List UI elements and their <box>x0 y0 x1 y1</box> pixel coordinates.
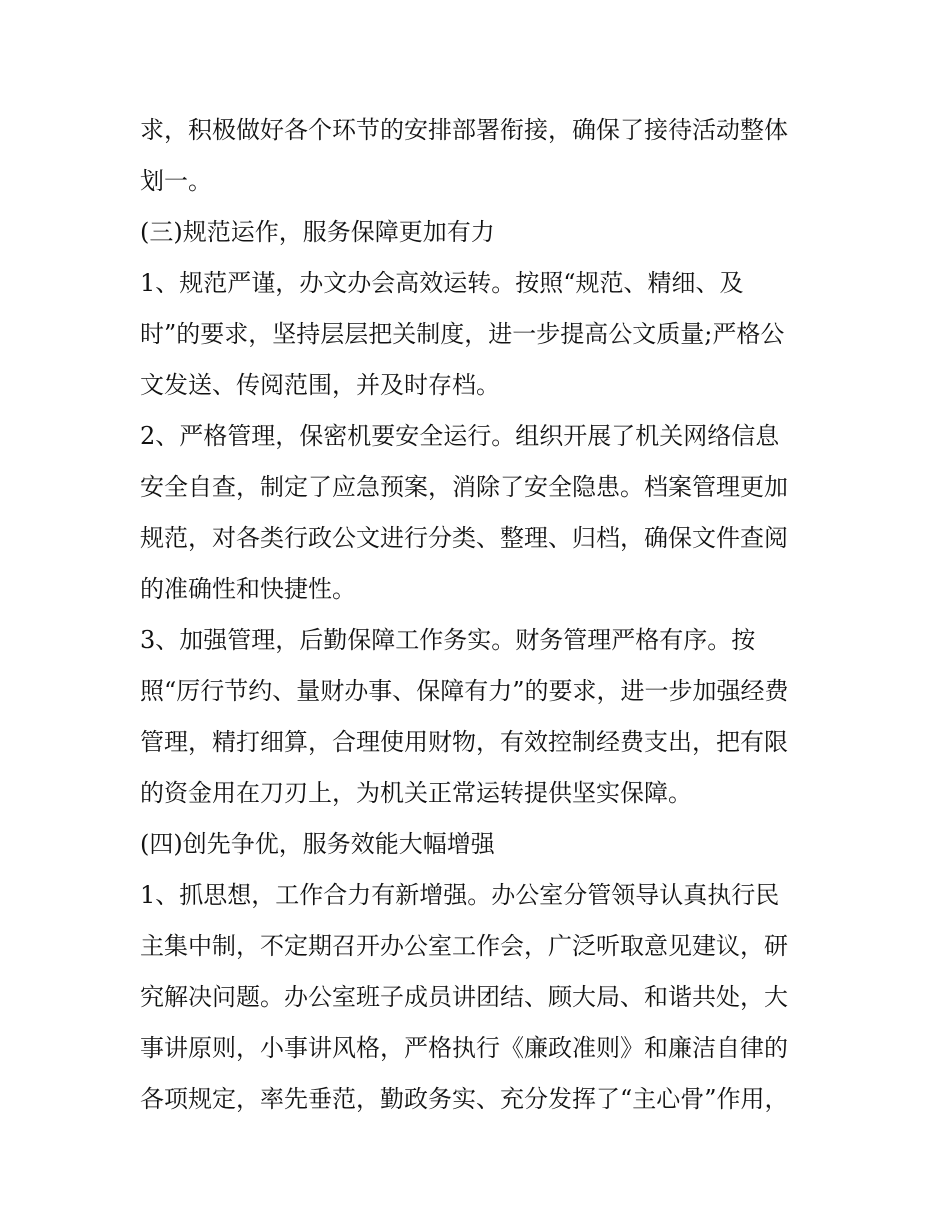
text-line: 事讲原则，小事讲风格，严格执行《廉政准则》和廉洁自律的 <box>140 1034 788 1062</box>
section-heading: (四)创先争优，服务效能大幅增强 <box>140 830 495 858</box>
text-line: 1、规范严谨，办文办会高效运转。按照“规范、精细、及 <box>140 269 744 297</box>
text-line: 究解决问题。办公室班子成员讲团结、顾大局、和谐共处，大 <box>140 983 788 1011</box>
text-line: 2、严格管理，保密机要安全运行。组织开展了机关网络信息 <box>140 422 780 450</box>
text-line: 时”的要求，坚持层层把关制度，进一步提高公文质量;严格公 <box>140 320 785 348</box>
text-line: 3、加强管理，后勤保障工作务实。财务管理严格有序。按 <box>140 626 756 654</box>
section-heading: (三)规范运作，服务保障更加有力 <box>140 218 495 246</box>
text-line: 安全自查，制定了应急预案，消除了安全隐患。档案管理更加 <box>140 473 788 501</box>
text-line: 主集中制，不定期召开办公室工作会，广泛听取意见建议，研 <box>140 932 788 960</box>
text-line: 求，积极做好各个环节的安排部署衔接，确保了接待活动整体 <box>140 116 788 144</box>
text-line: 的准确性和快捷性。 <box>140 575 356 603</box>
text-line: 1、抓思想，工作合力有新增强。办公室分管领导认真执行民 <box>140 881 780 909</box>
text-line: 各项规定，率先垂范，勤政务实、充分发挥了“主心骨”作用， <box>140 1085 789 1113</box>
document-body <box>140 105 820 1125</box>
text-line: 照“厉行节约、量财办事、保障有力”的要求，进一步加强经费 <box>140 677 789 705</box>
text-line: 的资金用在刀刃上，为机关正常运转提供坚实保障。 <box>140 779 692 807</box>
text-line: 管理，精打细算，合理使用财物，有效控制经费支出，把有限 <box>140 728 788 756</box>
text-line: 文发送、传阅范围，并及时存档。 <box>140 371 500 399</box>
text-line: 划一。 <box>140 167 212 195</box>
text-line: 规范，对各类行政公文进行分类、整理、归档，确保文件查阅 <box>140 524 788 552</box>
